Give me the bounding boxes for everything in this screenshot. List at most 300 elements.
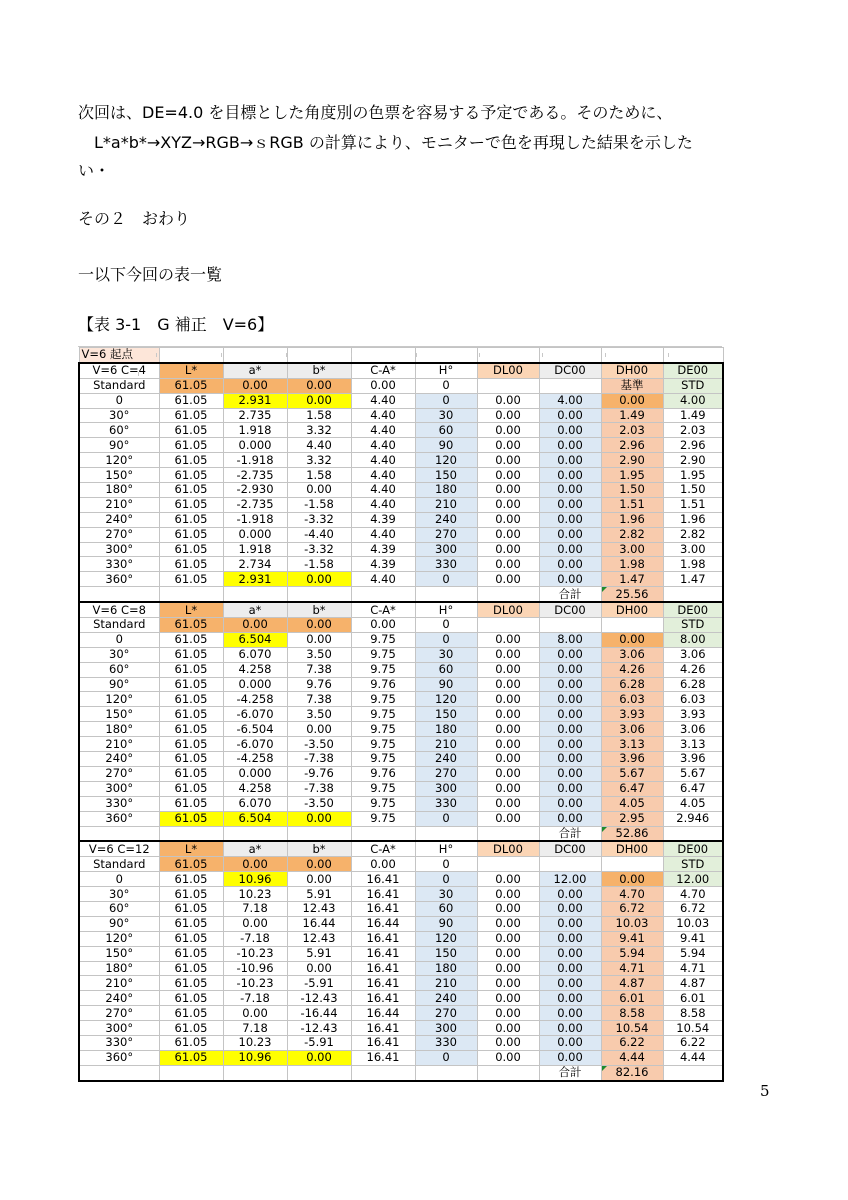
section-label: V=6 C=8: [79, 602, 159, 617]
data-cell: 0: [415, 1050, 477, 1065]
row-label: 90°: [79, 677, 159, 692]
table-row: [79, 752, 723, 767]
data-cell: 4.258: [223, 662, 287, 677]
data-cell: 4.05: [601, 796, 663, 811]
data-cell: 240: [415, 991, 477, 1006]
data-cell: 4.00: [663, 393, 723, 408]
data-cell: -10.23: [223, 946, 287, 961]
data-cell: 61.05: [159, 423, 223, 438]
data-cell: -5.91: [287, 1035, 351, 1050]
data-cell: 4.258: [223, 781, 287, 796]
data-cell: 0.000: [223, 677, 287, 692]
data-cell: -4.258: [223, 692, 287, 707]
data-cell: -10.96: [223, 961, 287, 976]
data-cell: 3.32: [287, 423, 351, 438]
cropped-header-row: [78, 342, 722, 347]
row-label: 60°: [79, 662, 159, 677]
data-cell: 1.98: [663, 557, 723, 572]
data-cell: 0.00: [287, 1050, 351, 1065]
data-cell: 0.00: [601, 872, 663, 887]
data-cell: 6.22: [663, 1035, 723, 1050]
data-cell: 0: [415, 872, 477, 887]
data-cell: 0.00: [539, 1021, 601, 1036]
empty-cell: [477, 1065, 539, 1080]
data-cell: 0.00: [287, 961, 351, 976]
data-cell: 0.00: [477, 497, 539, 512]
data-cell: 0.000: [223, 527, 287, 542]
data-cell: 61.05: [159, 557, 223, 572]
row-label: 150°: [79, 946, 159, 961]
data-cell: -5.91: [287, 976, 351, 991]
data-cell: 61.05: [159, 618, 223, 633]
data-cell: 210: [415, 737, 477, 752]
data-cell: 0.00: [477, 1006, 539, 1021]
data-cell: 210: [415, 497, 477, 512]
data-cell: 0.00: [287, 857, 351, 872]
table-row: [79, 722, 723, 737]
empty-cell: [223, 587, 287, 602]
data-cell: 0.00: [477, 677, 539, 692]
data-cell: 10.03: [601, 916, 663, 931]
data-cell: 0.00: [477, 781, 539, 796]
data-cell: 0.00: [477, 946, 539, 961]
table-row: [79, 916, 723, 931]
data-cell: 6.01: [601, 991, 663, 1006]
column-header: H°: [415, 363, 477, 378]
data-cell: 10.96: [223, 1050, 287, 1065]
data-cell: -2.735: [223, 468, 287, 483]
table-row: [79, 632, 723, 647]
data-cell: 270: [415, 766, 477, 781]
column-header: DL00: [477, 363, 539, 378]
data-cell: 0.00: [539, 662, 601, 677]
data-cell: 3.32: [287, 453, 351, 468]
data-cell: 0.00: [477, 692, 539, 707]
data-cell: 6.72: [601, 901, 663, 916]
data-cell: -16.44: [287, 1006, 351, 1021]
row-label: 330°: [79, 796, 159, 811]
row-label: 270°: [79, 1006, 159, 1021]
data-cell: 4.40: [351, 527, 415, 542]
row-label: 360°: [79, 572, 159, 587]
data-cell: 8.58: [663, 1006, 723, 1021]
data-cell: 0: [415, 811, 477, 826]
data-cell: 61.05: [159, 408, 223, 423]
column-header: DL00: [477, 841, 539, 856]
data-cell: 9.75: [351, 796, 415, 811]
data-cell: 300: [415, 781, 477, 796]
data-cell: 6.28: [663, 677, 723, 692]
table-row: [79, 512, 723, 527]
data-cell: 9.75: [351, 632, 415, 647]
data-cell: 0.00: [351, 618, 415, 633]
spreadsheet-image: [78, 342, 722, 1080]
data-cell: 0.00: [539, 737, 601, 752]
data-cell: 0.00: [287, 378, 351, 393]
data-cell: 1.49: [601, 408, 663, 423]
data-cell: 0.00: [539, 1050, 601, 1065]
sheet-title: V=6 起点: [79, 348, 159, 363]
data-cell: 12.00: [663, 872, 723, 887]
data-cell: 16.41: [351, 901, 415, 916]
data-cell: 0: [415, 632, 477, 647]
data-cell: 0.00: [539, 991, 601, 1006]
data-cell: 61.05: [159, 453, 223, 468]
data-cell: 61.05: [159, 872, 223, 887]
data-cell: 300: [415, 542, 477, 557]
data-cell: 61.05: [159, 662, 223, 677]
data-cell: 基準: [601, 378, 663, 393]
data-cell: 4.40: [351, 497, 415, 512]
data-cell: 0: [415, 857, 477, 872]
data-cell: 0.00: [477, 991, 539, 1006]
data-cell: 4.44: [663, 1050, 723, 1065]
data-cell: 150: [415, 707, 477, 722]
data-cell: 0.00: [287, 632, 351, 647]
data-cell: 0.00: [477, 632, 539, 647]
data-cell: 4.05: [663, 796, 723, 811]
data-cell: 4.40: [351, 423, 415, 438]
data-cell: 180: [415, 483, 477, 498]
data-cell: 16.44: [351, 1006, 415, 1021]
empty-cell: [663, 1065, 723, 1080]
data-cell: 4.26: [601, 662, 663, 677]
empty-cell: [287, 587, 351, 602]
data-cell: [539, 378, 601, 393]
column-header: b*: [287, 363, 351, 378]
data-cell: 0.00: [477, 707, 539, 722]
data-cell: 61.05: [159, 527, 223, 542]
data-cell: 0.00: [287, 483, 351, 498]
data-cell: 0.00: [477, 811, 539, 826]
total-label: 合計: [539, 1065, 601, 1080]
data-cell: 12.00: [539, 872, 601, 887]
data-cell: 9.75: [351, 781, 415, 796]
data-cell: 0.00: [223, 618, 287, 633]
table-row: [79, 737, 723, 752]
table-row: [79, 901, 723, 916]
data-cell: 3.96: [601, 752, 663, 767]
row-label: 180°: [79, 961, 159, 976]
data-cell: -7.18: [223, 991, 287, 1006]
data-cell: -12.43: [287, 991, 351, 1006]
data-cell: 16.41: [351, 931, 415, 946]
empty-cell: [477, 587, 539, 602]
empty-cell: [223, 1065, 287, 1080]
data-cell: 0.00: [477, 647, 539, 662]
data-cell: 9.41: [663, 931, 723, 946]
data-cell: 6.070: [223, 796, 287, 811]
table-row: [79, 946, 723, 961]
row-label: Standard: [79, 857, 159, 872]
data-cell: 1.98: [601, 557, 663, 572]
data-cell: 8.58: [601, 1006, 663, 1021]
data-cell: 1.47: [663, 572, 723, 587]
section-label: V=6 C=4: [79, 363, 159, 378]
column-header: L*: [159, 363, 223, 378]
data-cell: 0.00: [539, 512, 601, 527]
row-label: 210°: [79, 976, 159, 991]
empty-cell: [287, 1065, 351, 1080]
data-cell: 0.00: [539, 752, 601, 767]
table-row: [79, 707, 723, 722]
data-cell: 240: [415, 752, 477, 767]
row-label: 30°: [79, 408, 159, 423]
data-cell: 0.00: [539, 542, 601, 557]
row-label: 210°: [79, 497, 159, 512]
data-cell: 5.94: [601, 946, 663, 961]
column-header: H°: [415, 602, 477, 617]
data-cell: 30: [415, 887, 477, 902]
empty-cell: [223, 826, 287, 841]
data-cell: 150: [415, 468, 477, 483]
data-cell: 9.76: [351, 677, 415, 692]
row-label: 150°: [79, 468, 159, 483]
data-cell: 0.00: [539, 781, 601, 796]
data-cell: 0: [415, 378, 477, 393]
data-cell: 0.00: [477, 737, 539, 752]
row-label: 240°: [79, 991, 159, 1006]
data-cell: 1.95: [601, 468, 663, 483]
data-cell: 0.00: [477, 423, 539, 438]
data-cell: 0.00: [477, 393, 539, 408]
data-cell: 6.22: [601, 1035, 663, 1050]
data-cell: 0: [415, 572, 477, 587]
table-row: [79, 872, 723, 887]
data-cell: 0.00: [539, 557, 601, 572]
data-cell: 0.00: [539, 901, 601, 916]
row-label: 0: [79, 393, 159, 408]
row-label: 270°: [79, 527, 159, 542]
data-cell: 330: [415, 1035, 477, 1050]
column-header: a*: [223, 363, 287, 378]
total-value: 25.56: [601, 587, 663, 602]
data-cell: 6.504: [223, 632, 287, 647]
data-cell: 61.05: [159, 946, 223, 961]
row-label: 240°: [79, 752, 159, 767]
data-cell: 0.00: [477, 662, 539, 677]
row-label: 300°: [79, 1021, 159, 1036]
data-cell: 61.05: [159, 497, 223, 512]
column-header: b*: [287, 841, 351, 856]
data-cell: 1.58: [287, 408, 351, 423]
data-cell: 2.931: [223, 393, 287, 408]
row-label: 360°: [79, 811, 159, 826]
data-cell: 0.00: [287, 722, 351, 737]
data-cell: 2.82: [663, 527, 723, 542]
data-cell: 5.91: [287, 887, 351, 902]
table-row: [79, 887, 723, 902]
data-cell: 61.05: [159, 468, 223, 483]
table-row: [79, 677, 723, 692]
data-cell: 0.00: [477, 931, 539, 946]
data-cell: 4.87: [601, 976, 663, 991]
data-cell: 180: [415, 722, 477, 737]
data-cell: 4.40: [351, 453, 415, 468]
data-cell: 0.00: [477, 572, 539, 587]
row-label: 30°: [79, 887, 159, 902]
table-row: [79, 483, 723, 498]
row-label: 360°: [79, 1050, 159, 1065]
data-cell: 0.00: [539, 647, 601, 662]
column-header: DH00: [601, 841, 663, 856]
data-cell: 2.946: [663, 811, 723, 826]
column-header: DL00: [477, 602, 539, 617]
empty-cell: [663, 587, 723, 602]
data-cell: 61.05: [159, 916, 223, 931]
total-row: [79, 587, 723, 602]
data-cell: 16.41: [351, 991, 415, 1006]
data-cell: 0.00: [601, 632, 663, 647]
empty-cell: [663, 826, 723, 841]
data-cell: 90: [415, 438, 477, 453]
data-cell: 61.05: [159, 961, 223, 976]
data-cell: 0.00: [539, 572, 601, 587]
data-cell: 0.00: [223, 378, 287, 393]
row-label: 180°: [79, 483, 159, 498]
data-cell: -3.32: [287, 512, 351, 527]
data-cell: -7.18: [223, 931, 287, 946]
row-label: 240°: [79, 512, 159, 527]
data-cell: 7.18: [223, 1021, 287, 1036]
data-cell: 3.50: [287, 647, 351, 662]
column-header: DC00: [539, 602, 601, 617]
data-cell: 61.05: [159, 781, 223, 796]
row-label: 330°: [79, 557, 159, 572]
data-cell: 0.00: [539, 1035, 601, 1050]
column-header: DE00: [663, 363, 723, 378]
empty-cell: [79, 1065, 159, 1080]
data-cell: 0.00: [477, 796, 539, 811]
table-header-row: [79, 841, 723, 856]
row-label: 120°: [79, 692, 159, 707]
data-cell: [477, 857, 539, 872]
data-cell: -2.930: [223, 483, 287, 498]
data-cell: -3.32: [287, 542, 351, 557]
data-cell: 16.41: [351, 976, 415, 991]
data-cell: 61.05: [159, 887, 223, 902]
data-cell: 210: [415, 976, 477, 991]
data-cell: 0.00: [539, 423, 601, 438]
data-cell: 16.41: [351, 946, 415, 961]
column-header: C-A*: [351, 602, 415, 617]
data-cell: 6.504: [223, 811, 287, 826]
data-cell: 61.05: [159, 438, 223, 453]
data-cell: 2.90: [663, 453, 723, 468]
data-cell: 120: [415, 931, 477, 946]
table-row: [79, 497, 723, 512]
data-cell: 4.40: [351, 393, 415, 408]
row-label: 150°: [79, 707, 159, 722]
data-cell: 61.05: [159, 811, 223, 826]
data-cell: 9.75: [351, 752, 415, 767]
data-cell: 150: [415, 946, 477, 961]
data-cell: 61.05: [159, 707, 223, 722]
data-cell: 12.43: [287, 901, 351, 916]
data-cell: 0.00: [539, 961, 601, 976]
data-cell: 4.71: [601, 961, 663, 976]
data-cell: 0.00: [539, 811, 601, 826]
table-row: [79, 527, 723, 542]
data-cell: 2.90: [601, 453, 663, 468]
data-cell: 9.75: [351, 707, 415, 722]
color-difference-table: [78, 347, 724, 1082]
data-cell: 0.00: [539, 946, 601, 961]
data-cell: 61.05: [159, 1021, 223, 1036]
data-cell: 0.00: [477, 976, 539, 991]
data-cell: 0.00: [477, 872, 539, 887]
data-cell: 0.00: [477, 542, 539, 557]
data-cell: 60: [415, 901, 477, 916]
data-cell: 2.95: [601, 811, 663, 826]
data-cell: 0.00: [539, 931, 601, 946]
data-cell: 16.41: [351, 887, 415, 902]
table-row: [79, 857, 723, 872]
data-cell: 0.00: [477, 438, 539, 453]
table-row: [79, 766, 723, 781]
data-cell: 16.41: [351, 1050, 415, 1065]
column-header: DE00: [663, 602, 723, 617]
table-list-heading: 一以下今回の表一覧: [78, 265, 223, 284]
data-cell: 6.070: [223, 647, 287, 662]
data-cell: 0.00: [539, 527, 601, 542]
data-cell: 16.44: [351, 916, 415, 931]
data-cell: -6.504: [223, 722, 287, 737]
table-row: [79, 991, 723, 1006]
data-cell: 0.00: [539, 483, 601, 498]
data-cell: 0.00: [477, 483, 539, 498]
data-cell: 2.734: [223, 557, 287, 572]
data-cell: 1.51: [601, 497, 663, 512]
table-row: [79, 378, 723, 393]
empty-cell: [351, 1065, 415, 1080]
data-cell: -10.23: [223, 976, 287, 991]
empty-cell: [351, 587, 415, 602]
data-cell: 120: [415, 692, 477, 707]
row-label: 210°: [79, 737, 159, 752]
data-cell: -7.38: [287, 781, 351, 796]
data-cell: 2.931: [223, 572, 287, 587]
data-cell: 1.49: [663, 408, 723, 423]
data-cell: 10.23: [223, 1035, 287, 1050]
data-cell: 330: [415, 796, 477, 811]
data-cell: 0.00: [539, 976, 601, 991]
column-header: DE00: [663, 841, 723, 856]
column-header: DH00: [601, 363, 663, 378]
data-cell: 0.00: [223, 916, 287, 931]
row-label: 270°: [79, 766, 159, 781]
data-cell: 0.00: [477, 722, 539, 737]
data-cell: 6.01: [663, 991, 723, 1006]
data-cell: 1.47: [601, 572, 663, 587]
data-cell: 0.00: [223, 1006, 287, 1021]
section-end-note: その２ おわり: [78, 209, 191, 228]
empty-cell: [79, 826, 159, 841]
data-cell: 9.75: [351, 647, 415, 662]
column-header: a*: [223, 602, 287, 617]
data-cell: 4.87: [663, 976, 723, 991]
data-cell: 0.00: [351, 378, 415, 393]
data-cell: 0.00: [351, 857, 415, 872]
data-cell: -1.918: [223, 453, 287, 468]
data-cell: 0.00: [539, 692, 601, 707]
data-cell: 300: [415, 1021, 477, 1036]
body-text-line-2: L*a*b*→XYZ→RGB→ｓRGB の計算により、モニターで色を再現した結果を示した: [78, 133, 693, 152]
data-cell: 9.76: [287, 677, 351, 692]
data-cell: 0.00: [539, 707, 601, 722]
data-cell: 0.00: [477, 527, 539, 542]
data-cell: [601, 857, 663, 872]
